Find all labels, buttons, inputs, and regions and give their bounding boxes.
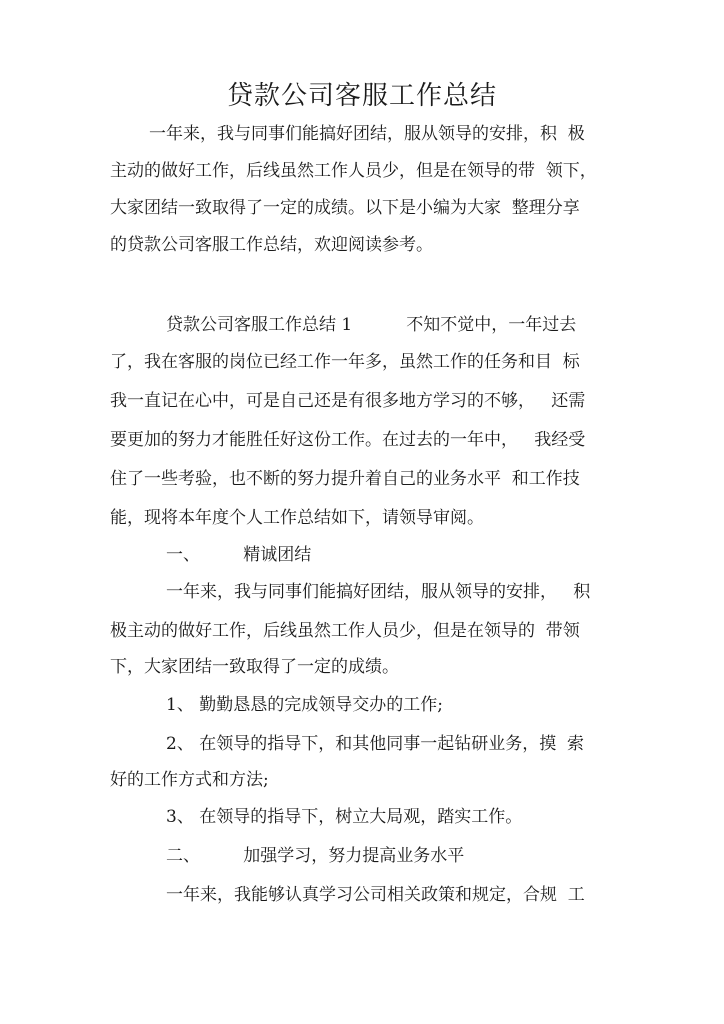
section1-line-5: 住了一些考验，也不断的努力提升着自己的业务水平 和工作技 [110, 469, 580, 489]
section1-line-6: 能，现将本年度个人工作总结如下，请领导审阅。 [110, 508, 484, 528]
list-item-1: 1、 勤勤恳恳的完成领导交办的工作; [166, 695, 443, 715]
list-item-2-line-2: 好的工作方式和方法; [110, 770, 269, 790]
unity-line-2: 极主动的做好工作，后线虽然工作人员少，但是在领导的 带领 [110, 621, 580, 641]
intro-line-3: 大家团结一致取得了一定的成绩。以下是小编为大家 整理分享 [110, 198, 580, 218]
study-line-1: 一年来，我能够认真学习公司相关政策和规定，合规 工 [166, 885, 585, 905]
unity-line-3: 下，大家团结一致取得了一定的成绩。 [110, 657, 399, 677]
section1-line-3: 我一直记在心中，可是自己还是有很多地方学习的不够， 还需 [110, 391, 586, 411]
list-item-3: 3、 在领导的指导下，树立大局观，踏实工作。 [166, 807, 523, 827]
heading-study: 二、 加强学习，努力提高业务水平 [166, 846, 465, 866]
document-title: 贷款公司客服工作总结 [226, 81, 497, 111]
intro-line-1: 一年来，我与同事们能搞好团结，服从领导的安排，积 极 [149, 124, 585, 144]
section1-line-1: 贷款公司客服工作总结 1 不知不觉中，一年过去 [166, 315, 577, 335]
unity-line-1: 一年来，我与同事们能搞好团结，服从领导的安排， 积 [166, 582, 591, 602]
section1-line-2: 了，我在客服的岗位已经工作一年多，虽然工作的任务和目 标 [110, 352, 580, 372]
heading-unity: 一、 精诚团结 [166, 545, 312, 565]
list-item-2-line-1: 2、 在领导的指导下，和其他同事一起钻研业务，摸 索 [166, 734, 585, 754]
intro-line-2: 主动的做好工作，后线虽然工作人员少，但是在领导的带 领下， [110, 161, 597, 181]
section1-line-4: 要更加的努力才能胜任好这份工作。在过去的一年中， 我经受 [110, 430, 586, 450]
intro-line-4: 的贷款公司客服工作总结，欢迎阅读参考。 [110, 235, 433, 255]
